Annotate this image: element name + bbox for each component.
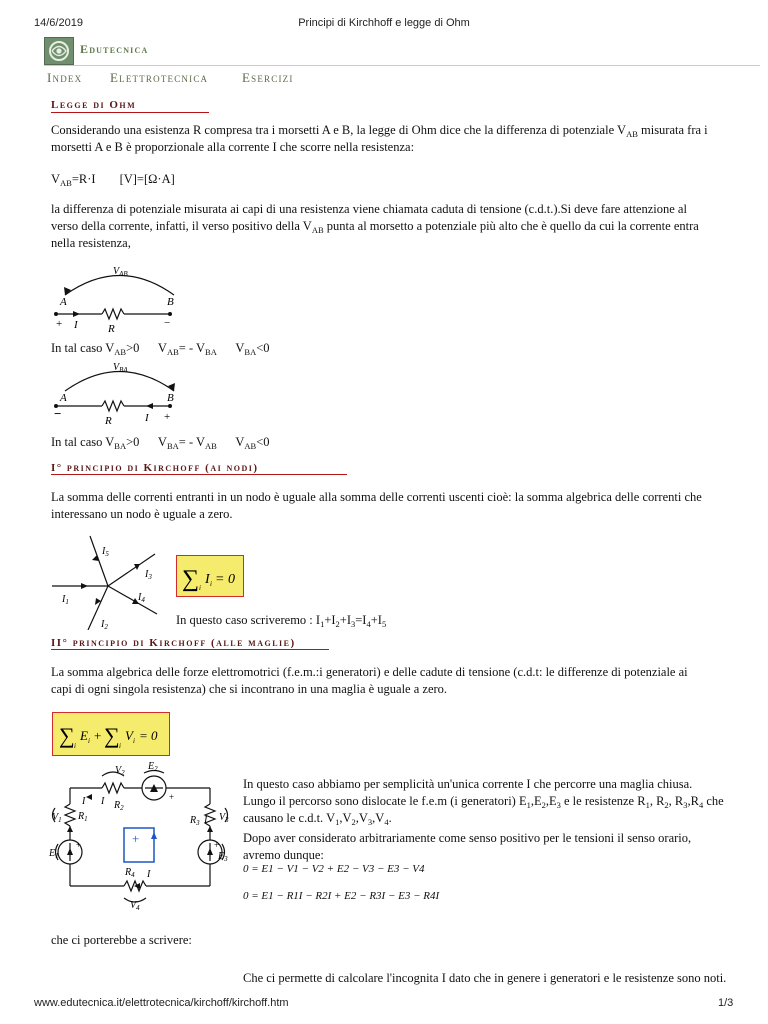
fig1-arc-label: $V_{AB}$: [113, 266, 128, 278]
node-current-5: $I_5$: [102, 546, 109, 558]
kirchhoff-2-paragraph: La somma algebrica delle forze elettromotrici (f.e.m.:i generatori) e delle cadute di tensione (c.d.t: le differenze di potenziale ai capi di ogni singola resistenza) che si incontrano in una maglia è uguale a zero.: [51, 665, 688, 696]
fig2-node-a: A: [60, 392, 67, 404]
label-i-right: I: [204, 815, 208, 826]
formula-glyph: ∑: [104, 723, 120, 748]
kirchhoff-2-sign-convention: Dopo aver considerato arbitrariamente come senso positivo per le tensioni il senso orario, avremo dunque:: [243, 831, 692, 862]
label-i-bottom: I: [147, 869, 151, 880]
nav-esercizi[interactable]: Esercizi: [242, 70, 294, 85]
label-v2: $V_2$: [115, 765, 125, 777]
section-heading-kirchhoff-1: I° principio di Kirchoff (ai nodi): [51, 462, 259, 474]
label-i-left: I: [82, 796, 86, 807]
site-logo-icon[interactable]: [44, 37, 74, 65]
node-current-1: $I_1$: [62, 594, 69, 606]
label-v1: $V_1$: [52, 812, 62, 824]
ohm-case-1: In tal caso $V_{AB}>0$ $V_{AB}= - V_{BA}$ $V_{BA}<0$: [51, 341, 270, 357]
equation-2: 0 = E1 − R1I − R2I + E2 − R3I − E3 − R4I: [243, 890, 440, 902]
circuit-polarity: +: [214, 840, 220, 850]
formula-glyph: ∑: [59, 723, 75, 748]
section-heading-kirchhoff-2: II° principio di Kirchoff (alle maglie): [51, 637, 296, 649]
resistor-diagram-2: [50, 358, 190, 432]
kirchhoff-1-example: In questo caso scriveremo : $I_1+I_2+I_3=I_4+I_5$: [176, 613, 387, 629]
label-r4: $R_4$: [125, 867, 135, 879]
closing-line-2: Che ci permette di calcolare l'incognita I dato che in genere i generatori e le resistenze sono noti.: [243, 971, 727, 985]
fig1-node-a: A: [60, 296, 67, 308]
fig2-current: I: [145, 412, 149, 424]
label-i-top: I: [101, 796, 105, 807]
formula-equals-zero: = 0: [215, 572, 235, 587]
print-page-number: 1/3: [718, 997, 734, 1009]
fig1-current: I: [74, 319, 78, 331]
fig2-minus: −: [54, 406, 62, 421]
ohm-case-2: In tal caso $V_{BA}>0$ $V_{BA}= - V_{AB}$ $V_{AB}<0$: [51, 435, 270, 451]
node-current-4: $I_4$: [138, 592, 145, 604]
label-r1: $R_1$: [78, 811, 88, 823]
node-diagram: [50, 530, 170, 630]
formula-glyph: i: [88, 737, 90, 745]
ohm-paragraph-2: la differenza di potenziale misurata ai capi di una resistenza viene chiamata caduta di tensione (c.d.t.).Si deve fare attenzione al verso della corrente, infatti, il verso positivo della $V_{AB}$ punta al morsetto a potenziale più alto che è quello da cui la corrente entra nella resistenza,: [51, 202, 699, 250]
site-name[interactable]: Edutecnica: [80, 42, 149, 56]
formula-glyph: i: [133, 737, 135, 745]
node-current-3: $I_3$: [145, 569, 152, 581]
heading-underline: [51, 649, 329, 650]
label-v4: $V_4$: [130, 900, 140, 910]
label-e2: $E_2$: [148, 761, 158, 773]
formula-glyph: i: [119, 742, 121, 750]
fig2-plus: +: [164, 411, 171, 423]
nav-index[interactable]: Index: [47, 70, 83, 85]
circuit-clockwise-sign: +: [132, 831, 140, 846]
formula-i: I: [205, 572, 210, 587]
label-e3: $E_3$: [218, 851, 228, 863]
label-e1: $E_1$: [49, 848, 59, 860]
fig2-arc-label: $V_{BA}$: [113, 362, 128, 374]
kirchhoff-1-paragraph: La somma delle correnti entranti in un nodo è uguale alla somma delle correnti uscenti cioè: la somma algebrica delle correnti che interessano un nodo è uguale a zero.: [51, 490, 702, 521]
kirchhoff-1-formula-box: [176, 555, 244, 597]
fig1-node-b: B: [167, 296, 174, 308]
heading-underline: [51, 474, 347, 475]
header-divider: [44, 65, 760, 66]
resistor-diagram-1: [50, 262, 190, 338]
formula-glyph: E: [80, 728, 88, 743]
fig2-node-b: B: [167, 392, 174, 404]
equation-1: 0 = E1 − V1 − V2 + E2 − V3 − E3 − V4: [243, 863, 425, 875]
sigma-index: i: [199, 584, 201, 592]
print-url[interactable]: www.edutecnica.it/elettrotecnica/kirchoff/kirchoff.htm: [34, 997, 289, 1009]
heading-underline: [51, 112, 209, 113]
circuit-polarity: +: [76, 840, 82, 850]
closing-line-1: che ci porterebbe a scrivere:: [51, 933, 192, 947]
ohm-paragraph-1: Considerando una esistenza R compresa tra i morsetti A e B, la legge di Ohm dice che la differenza di potenziale $V_{AB}$ misurata fra i morsetti A e B è proporzionale alla corrente I che scorre nella resistenza:: [51, 123, 708, 154]
label-r3: $R_3$: [190, 815, 200, 827]
formula-i-index: i: [210, 580, 212, 588]
node-current-2: $I_2$: [101, 619, 108, 630]
formula-glyph: = 0: [139, 728, 158, 743]
ohm-formula: $V_{AB}=R\cdot I$ [V]=[Ω·A]: [51, 172, 175, 188]
print-title: Principi di Kirchhoff e legge di Ohm: [298, 17, 470, 29]
kirchhoff-2-formula-box: [52, 712, 170, 756]
print-date: 14/6/2019: [34, 17, 83, 29]
section-heading-ohm: Legge di Ohm: [51, 99, 137, 111]
circuit-polarity: +: [169, 792, 175, 802]
mesh-circuit: [46, 760, 234, 910]
formula-glyph: V: [125, 728, 133, 743]
sigma-symbol: ∑: [182, 566, 200, 592]
nav-elettrotecnica[interactable]: Elettrotecnica: [110, 70, 209, 85]
fig1-plus: +: [56, 318, 63, 330]
fig2-resistor-label: R: [105, 415, 112, 427]
formula-glyph: i: [74, 742, 76, 750]
label-v3: $V_3$: [219, 812, 229, 824]
kirchhoff-2-description: In questo caso abbiamo per semplicità un'unica corrente I che percorre una maglia chiusa. Lungo il percorso sono dislocate le f.e.m (i generatori) $E_1,E_2,E_3$ e le resistenze $R_1$, $R_2$, $R_3,R_4$ che causano le c.d.t. $V_1,V_2,V_3,V_4$.: [243, 777, 724, 827]
label-r2: $R_2$: [114, 800, 124, 812]
formula-glyph: +: [94, 728, 102, 743]
fig1-resistor-label: R: [108, 323, 115, 335]
fig1-minus: −: [164, 317, 171, 329]
